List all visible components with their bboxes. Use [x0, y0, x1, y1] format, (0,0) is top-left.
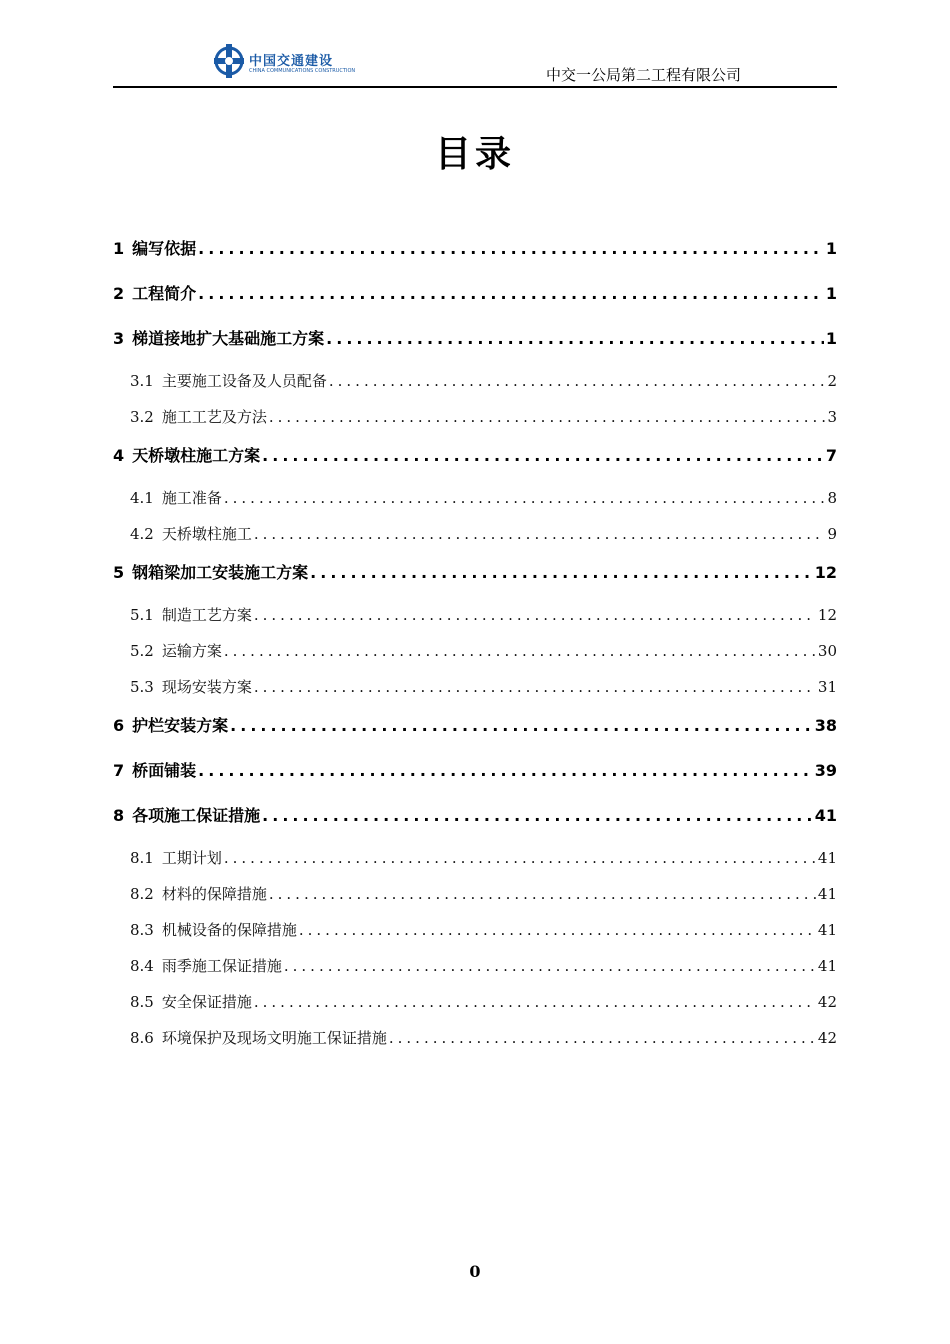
toc-entry-number: 1	[113, 239, 125, 258]
toc-entry-number: 5	[113, 563, 125, 582]
toc-section-entry[interactable]	[113, 669, 837, 705]
toc-dot-leader	[198, 273, 824, 315]
toc-entry-page: 41	[817, 957, 837, 975]
toc-entry-number: 5.1	[130, 606, 154, 624]
toc-entry-title: 制造工艺方案	[161, 606, 252, 624]
toc-entry-page: 3	[827, 408, 837, 426]
toc-chapter-entry[interactable]	[113, 273, 837, 318]
toc-entry-number: 6	[113, 716, 125, 735]
toc-entry-title: 钢箱梁加工安装施工方案	[132, 563, 309, 582]
toc-dot-leader	[254, 516, 826, 552]
toc-entry-title: 安全保证措施	[161, 993, 252, 1011]
toc-entry-title: 运输方案	[161, 642, 222, 660]
toc-entry-number: 3.1	[130, 372, 154, 390]
toc-entry-page: 39	[814, 761, 837, 780]
toc-dot-leader	[254, 597, 816, 633]
toc-dot-leader	[254, 984, 816, 1020]
toc-dot-leader	[262, 795, 813, 837]
toc-entry-title: 天桥墩柱施工方案	[132, 446, 261, 465]
toc-dot-leader	[310, 552, 813, 594]
toc-entry-page: 9	[827, 525, 837, 543]
toc-entry-title: 天桥墩柱施工	[161, 525, 252, 543]
toc-section-entry[interactable]	[113, 984, 837, 1020]
toc-chapter-entry[interactable]	[113, 228, 837, 273]
toc-entry-page: 12	[814, 563, 837, 582]
logo-chinese-text: 中国交通建设	[249, 54, 334, 69]
toc-entry-number: 8	[113, 806, 125, 825]
toc-dot-leader	[198, 750, 813, 792]
page-number: 0	[469, 1262, 481, 1281]
logo-emblem-icon	[213, 42, 245, 80]
toc-section-entry[interactable]	[113, 948, 837, 984]
toc-dot-leader	[224, 840, 816, 876]
toc-chapter-entry[interactable]	[113, 705, 837, 750]
toc-section-entry[interactable]	[113, 363, 837, 399]
toc-entry-number: 4.2	[130, 525, 154, 543]
logo-english-text: CHINA COMMUNICATIONS CONSTRUCTION	[249, 68, 356, 74]
toc-entry-page: 7	[825, 446, 837, 465]
toc-dot-leader	[299, 912, 816, 948]
toc-dot-leader	[389, 1020, 816, 1056]
toc-entry-page: 30	[817, 642, 837, 660]
toc-entry-number: 5.2	[130, 642, 154, 660]
toc-entry-number: 8.1	[130, 849, 154, 867]
toc-entry-page: 2	[827, 372, 837, 390]
toc-entry-number: 8.2	[130, 885, 154, 903]
toc-entry-page: 41	[817, 849, 837, 867]
toc-dot-leader	[329, 363, 826, 399]
toc-entry-number: 8.6	[130, 1029, 154, 1047]
toc-chapter-entry[interactable]	[113, 552, 837, 597]
toc-entry-title: 施工准备	[161, 489, 222, 507]
toc-entry-page: 8	[827, 489, 837, 507]
toc-entry-number: 8.3	[130, 921, 154, 939]
toc-entry-title: 施工工艺及方法	[161, 408, 267, 426]
toc-dot-leader	[269, 399, 826, 435]
toc-section-entry[interactable]	[113, 633, 837, 669]
toc-entry-number: 2	[113, 284, 125, 303]
toc-entry-page: 41	[817, 885, 837, 903]
toc-entry-title: 工期计划	[161, 849, 222, 867]
toc-entry-title: 各项施工保证措施	[132, 806, 261, 825]
toc-entry-page: 1	[825, 329, 837, 348]
toc-entry-page: 1	[825, 284, 837, 303]
toc-entry-page: 42	[817, 1029, 837, 1047]
toc-entry-number: 8.5	[130, 993, 154, 1011]
toc-section-entry[interactable]	[113, 597, 837, 633]
toc-entry-number: 4	[113, 446, 125, 465]
toc-dot-leader	[230, 705, 813, 747]
toc-entry-page: 42	[817, 993, 837, 1011]
toc-entry-title: 材料的保障措施	[161, 885, 267, 903]
toc-chapter-entry[interactable]	[113, 750, 837, 795]
toc-section-entry[interactable]	[113, 840, 837, 876]
toc-entry-title: 环境保护及现场文明施工保证措施	[161, 1029, 387, 1047]
toc-section-entry[interactable]	[113, 480, 837, 516]
toc-entry-title: 梯道接地扩大基础施工方案	[132, 329, 325, 348]
toc-dot-leader	[326, 318, 824, 360]
toc-entry-page: 41	[814, 806, 837, 825]
toc-entry-page: 38	[814, 716, 837, 735]
toc-dot-leader	[198, 228, 824, 270]
toc-entry-title: 主要施工设备及人员配备	[161, 372, 327, 390]
toc-entry-page: 12	[817, 606, 837, 624]
toc-entry-title: 护栏安装方案	[132, 716, 229, 735]
toc-dot-leader	[224, 633, 816, 669]
page-header	[113, 40, 837, 88]
toc-dot-leader	[224, 480, 826, 516]
toc-dot-leader	[284, 948, 816, 984]
toc-section-entry[interactable]	[113, 1020, 837, 1056]
toc-entry-page: 41	[817, 921, 837, 939]
toc-section-entry[interactable]	[113, 516, 837, 552]
toc-entry-number: 5.3	[130, 678, 154, 696]
toc-section-entry[interactable]	[113, 912, 837, 948]
toc-entry-page: 31	[817, 678, 837, 696]
toc-entry-number: 7	[113, 761, 125, 780]
toc-entry-title: 桥面铺装	[132, 761, 197, 780]
toc-entry-number: 8.4	[130, 957, 154, 975]
toc-dot-leader	[262, 435, 824, 477]
toc-entry-number: 4.1	[130, 489, 154, 507]
toc-dot-leader	[269, 876, 816, 912]
toc-entry-title: 机械设备的保障措施	[161, 921, 297, 939]
table-of-contents	[113, 228, 837, 1056]
toc-entry-title: 工程简介	[132, 284, 197, 303]
toc-entry-title: 编写依据	[132, 239, 197, 258]
toc-entry-title: 现场安装方案	[161, 678, 252, 696]
toc-entry-title: 雨季施工保证措施	[161, 957, 282, 975]
company-name: 中交一公局第二工程有限公司	[545, 66, 741, 84]
company-logo	[213, 42, 356, 84]
toc-entry-number: 3	[113, 329, 125, 348]
toc-section-entry[interactable]	[113, 399, 837, 435]
toc-entry-page: 1	[825, 239, 837, 258]
toc-section-entry[interactable]	[113, 876, 837, 912]
toc-chapter-entry[interactable]	[113, 795, 837, 840]
toc-chapter-entry[interactable]	[113, 435, 837, 480]
toc-title: 目录	[434, 134, 515, 175]
toc-entry-number: 3.2	[130, 408, 154, 426]
toc-chapter-entry[interactable]	[113, 318, 837, 363]
toc-dot-leader	[254, 669, 816, 705]
